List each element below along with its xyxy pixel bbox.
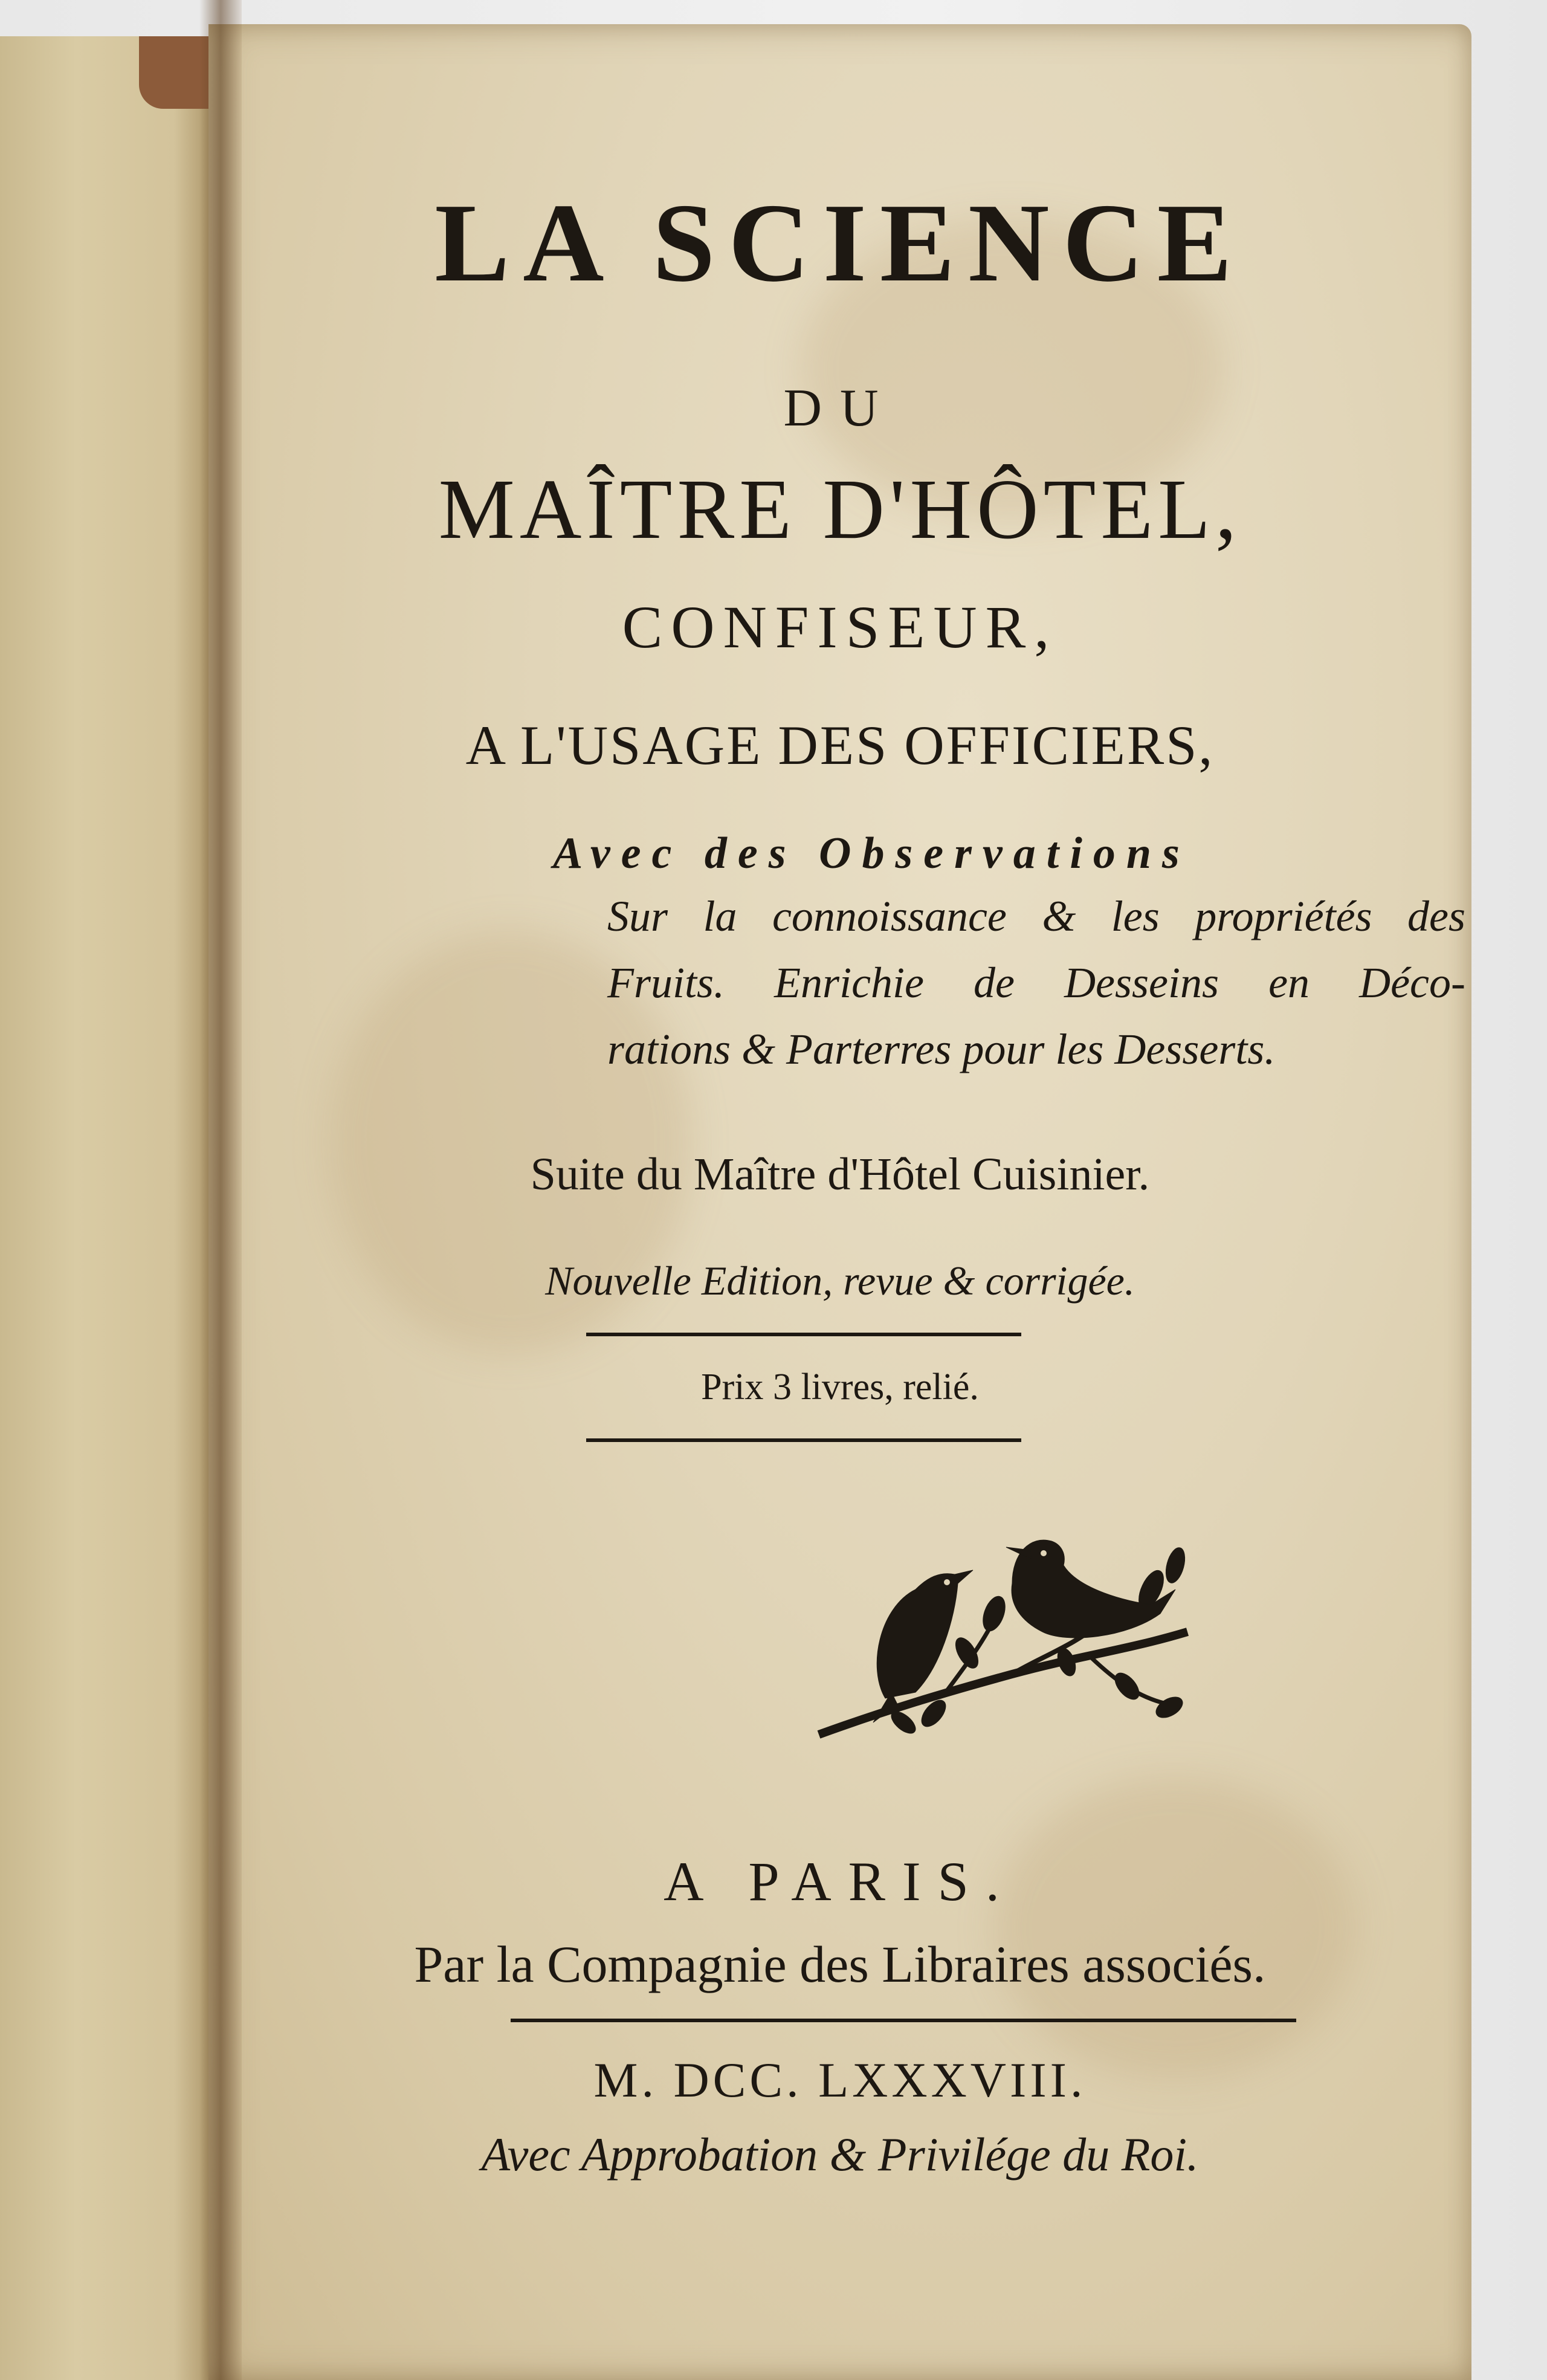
observations-line: rations & Parterres pour les Desserts.	[607, 1025, 1276, 1073]
edition-line: Nouvelle Edition, revue & corrigée.	[545, 1258, 1135, 1304]
observations-block	[553, 828, 1465, 1082]
title-confiseur: CONFISEUR,	[622, 593, 1058, 661]
title-usage-des-officiers: A L'USAGE DES OFFICIERS,	[465, 714, 1215, 776]
suite-line: Suite du Maître d'Hôtel Cuisinier.	[530, 1149, 1150, 1200]
imprint-year: M. DCC. LXXXVIII.	[593, 2052, 1087, 2107]
observations-line: Sur la connoissance & les propriétés des	[607, 892, 1465, 940]
title-du: DU	[783, 379, 897, 438]
privilege-line: Avec Approbation & Privilége du Roi.	[481, 2128, 1199, 2181]
left-facing-page	[0, 36, 221, 2380]
imprint-publisher: Par la Compagnie des Libraires associés.	[414, 1935, 1266, 1993]
observations-text	[553, 883, 1465, 1082]
title-maitre-d-hotel: MAÎTRE D'HÔTEL,	[438, 461, 1242, 557]
price-line: Prix 3 livres, relié.	[701, 1366, 979, 1408]
two-birds-vignette-icon	[813, 1499, 1200, 1753]
book-title: LA SCIENCE	[434, 181, 1245, 305]
observations-heading: Avec des Observations	[553, 829, 1190, 878]
foxing-stain	[994, 1777, 1357, 2079]
rule-bottom	[586, 1438, 1021, 1442]
observations-line: Fruits. Enrichie de Desseins en Déco-	[607, 959, 1465, 1007]
rule-top	[586, 1333, 1021, 1336]
title-page	[208, 24, 1471, 2380]
spine-shadow	[199, 0, 242, 2380]
rule-imprint	[511, 2019, 1296, 2022]
imprint-place: A PARIS.	[664, 1851, 1016, 1912]
